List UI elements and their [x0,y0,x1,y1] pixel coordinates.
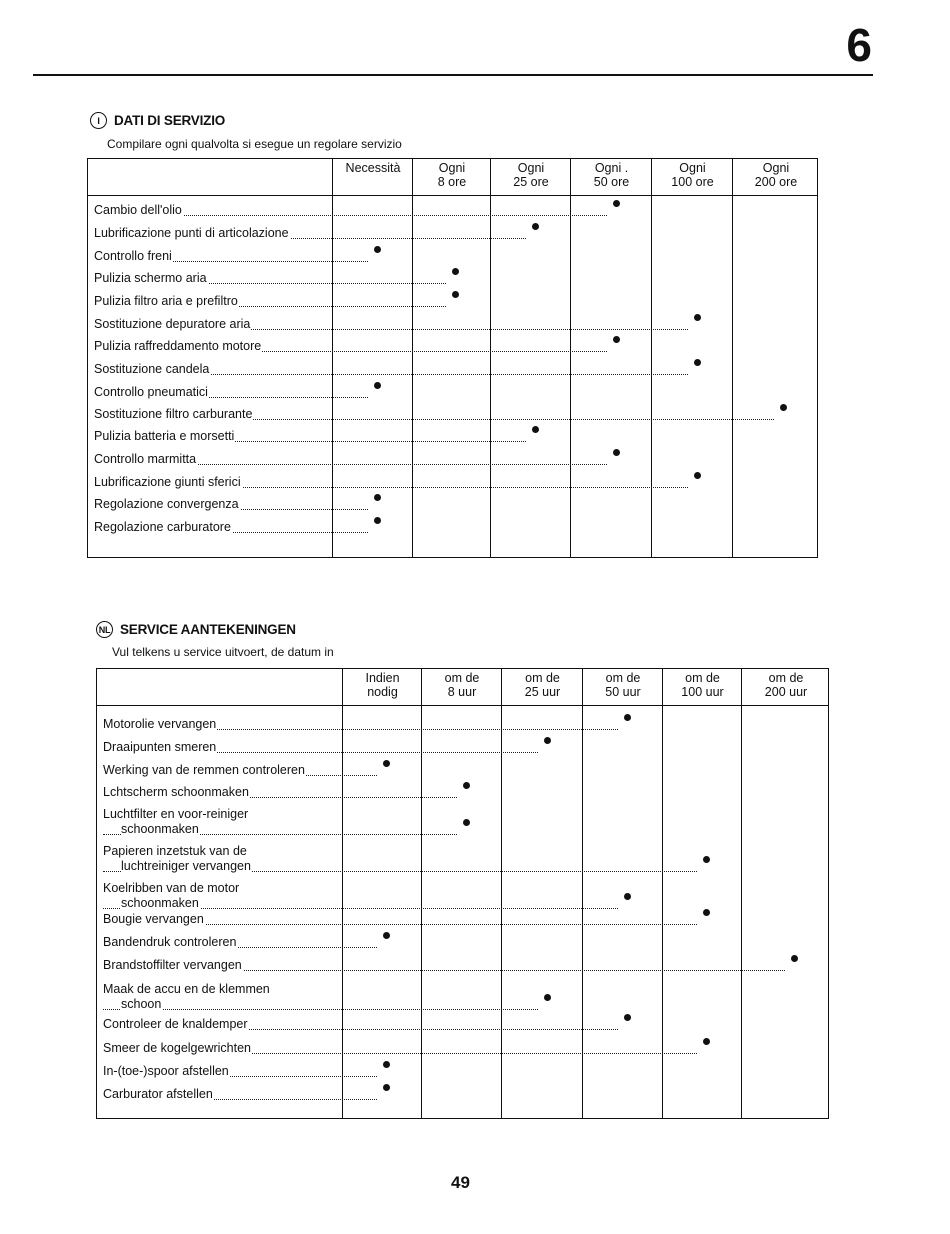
column-divider [570,159,571,557]
interval-marker [780,404,787,411]
dot-leader [103,1009,538,1010]
column-header-line2: 25 ore [513,175,549,189]
task-label-continued: schoonmaken [121,822,199,836]
column-header-line1: Ogni . [594,161,629,175]
task-label: Controllo freni [94,249,172,263]
section-title-it: DATI DI SERVIZIO [114,113,226,128]
interval-marker [452,268,459,275]
task-label: Lubrificazione punti di articolazione [94,226,289,240]
interval-marker [694,314,701,321]
task-label: Carburator afstellen [103,1087,213,1101]
section-subtitle-it: Compilare ogni qualvolta si esegue un regolare servizio [107,137,402,151]
task-label: Pulizia filtro aria e prefiltro [94,294,238,308]
column-header-line1: Ogni [438,161,466,175]
task-label: Lchtscherm schoonmaken [103,785,249,799]
task-label: Bandendruk controleren [103,935,237,949]
column-header [502,669,583,699]
column-header [343,669,422,699]
column-header [413,159,491,189]
task-label: Sostituzione filtro carburante [94,407,253,421]
column-divider [412,159,413,557]
task-label-continued: schoon [121,997,162,1011]
column-header [333,159,413,175]
task-label: Motorolie vervangen [103,717,217,731]
interval-marker [544,737,551,744]
interval-marker [374,517,381,524]
column-header [742,669,830,699]
interval-marker [613,449,620,456]
column-header-line2: 8 uur [447,685,477,699]
language-badge-nl: NL [96,621,113,638]
page-number: 49 [451,1173,470,1192]
task-label: Draaipunten smeren [103,740,217,754]
section-heading-nl [96,621,296,638]
task-label: Smeer de kogelgewrichten [103,1041,251,1055]
column-header-line2: 200 ore [754,175,798,189]
column-header [422,669,502,699]
interval-marker [532,426,539,433]
column-header-line2: 8 ore [437,175,467,189]
column-divider [582,669,583,1118]
column-divider [421,669,422,1118]
column-header [652,159,733,189]
column-header [733,159,819,189]
interval-marker [624,1014,631,1021]
column-header [571,159,652,189]
header-divider [97,705,828,706]
column-header-line1: om de [525,671,560,685]
column-divider [501,669,502,1118]
chapter-number: 6 [846,19,872,71]
task-label: Controllo marmitta [94,452,197,466]
interval-marker [703,909,710,916]
column-header-line1: om de [768,671,804,685]
column-header-line2: 200 uur [764,685,808,699]
task-label: Controleer de knaldemper [103,1017,248,1031]
interval-marker [624,893,631,900]
column-header-line2: 50 uur [605,685,641,699]
interval-marker [374,246,381,253]
task-label: Pulizia schermo aria [94,271,207,285]
column-header-line1: Ogni [762,161,790,175]
service-table-it [87,158,818,558]
task-label: In-(toe-)spoor afstellen [103,1064,229,1078]
column-header-line2: nodig [367,685,398,699]
column-header [583,669,663,699]
column-divider [332,159,333,557]
column-header [663,669,742,699]
column-header-line2: 50 ore [593,175,630,189]
column-header-line2: 100 ore [671,175,714,189]
column-header-line2: 25 uur [524,685,561,699]
interval-marker [452,291,459,298]
column-header-line1: Ogni [679,161,706,175]
language-badge-it: I [90,112,107,129]
task-label: Pulizia batteria e morsetti [94,429,235,443]
interval-marker [532,223,539,230]
task-label: Regolazione carburatore [94,520,231,534]
section-heading-it [90,112,225,129]
column-header-line1: om de [685,671,720,685]
interval-marker [694,359,701,366]
task-label: Papieren inzetstuk van de [103,844,247,858]
interval-marker [383,1061,390,1068]
column-divider [732,159,733,557]
section-title-nl: SERVICE AANTEKENINGEN [120,622,296,637]
task-label: Pulizia raffreddamento motore [94,339,262,353]
interval-marker [463,819,470,826]
interval-marker [613,200,620,207]
header-rule [33,74,873,76]
service-table-nl [96,668,829,1119]
header-divider [88,195,817,196]
task-label: Luchtfilter en voor-reiniger [103,807,249,821]
task-label: Bougie vervangen [103,912,204,926]
task-label: Brandstoffilter vervangen [103,958,242,972]
task-label: Werking van de remmen controleren [103,763,305,777]
column-header-line1: Indien [365,671,400,685]
task-label: Lubrificazione giunti sferici [94,475,241,489]
interval-marker [624,714,631,721]
column-header-line1: Necessità [345,161,401,175]
task-label: Cambio dell'olio [94,203,182,217]
task-label: Maak de accu en de klemmen [103,982,270,996]
interval-marker [613,336,620,343]
column-header-line2: 100 uur [681,685,724,699]
task-label: Regolazione convergenza [94,497,239,511]
task-label: Koelribben van de motor [103,881,240,895]
interval-marker [383,932,390,939]
interval-marker [383,1084,390,1091]
column-header-line1: om de [605,671,641,685]
column-divider [490,159,491,557]
column-divider [651,159,652,557]
interval-marker [703,1038,710,1045]
interval-marker [791,955,798,962]
column-header-line1: om de [444,671,480,685]
section-subtitle-nl: Vul telkens u service uitvoert, de datum in [112,645,334,659]
interval-marker [374,494,381,501]
column-header [491,159,571,189]
interval-marker [703,856,710,863]
task-label: Sostituzione depuratore aria [94,317,251,331]
column-divider [662,669,663,1118]
column-divider [342,669,343,1118]
interval-marker [374,382,381,389]
column-divider [741,669,742,1118]
task-label-continued: luchtreiniger vervangen [121,859,251,873]
task-label: Sostituzione candela [94,362,210,376]
task-label-continued: schoonmaken [121,896,199,910]
interval-marker [463,782,470,789]
interval-marker [383,760,390,767]
task-label: Controllo pneumatici [94,385,208,399]
column-header-line1: Ogni [517,161,545,175]
interval-marker [694,472,701,479]
interval-marker [544,994,551,1001]
